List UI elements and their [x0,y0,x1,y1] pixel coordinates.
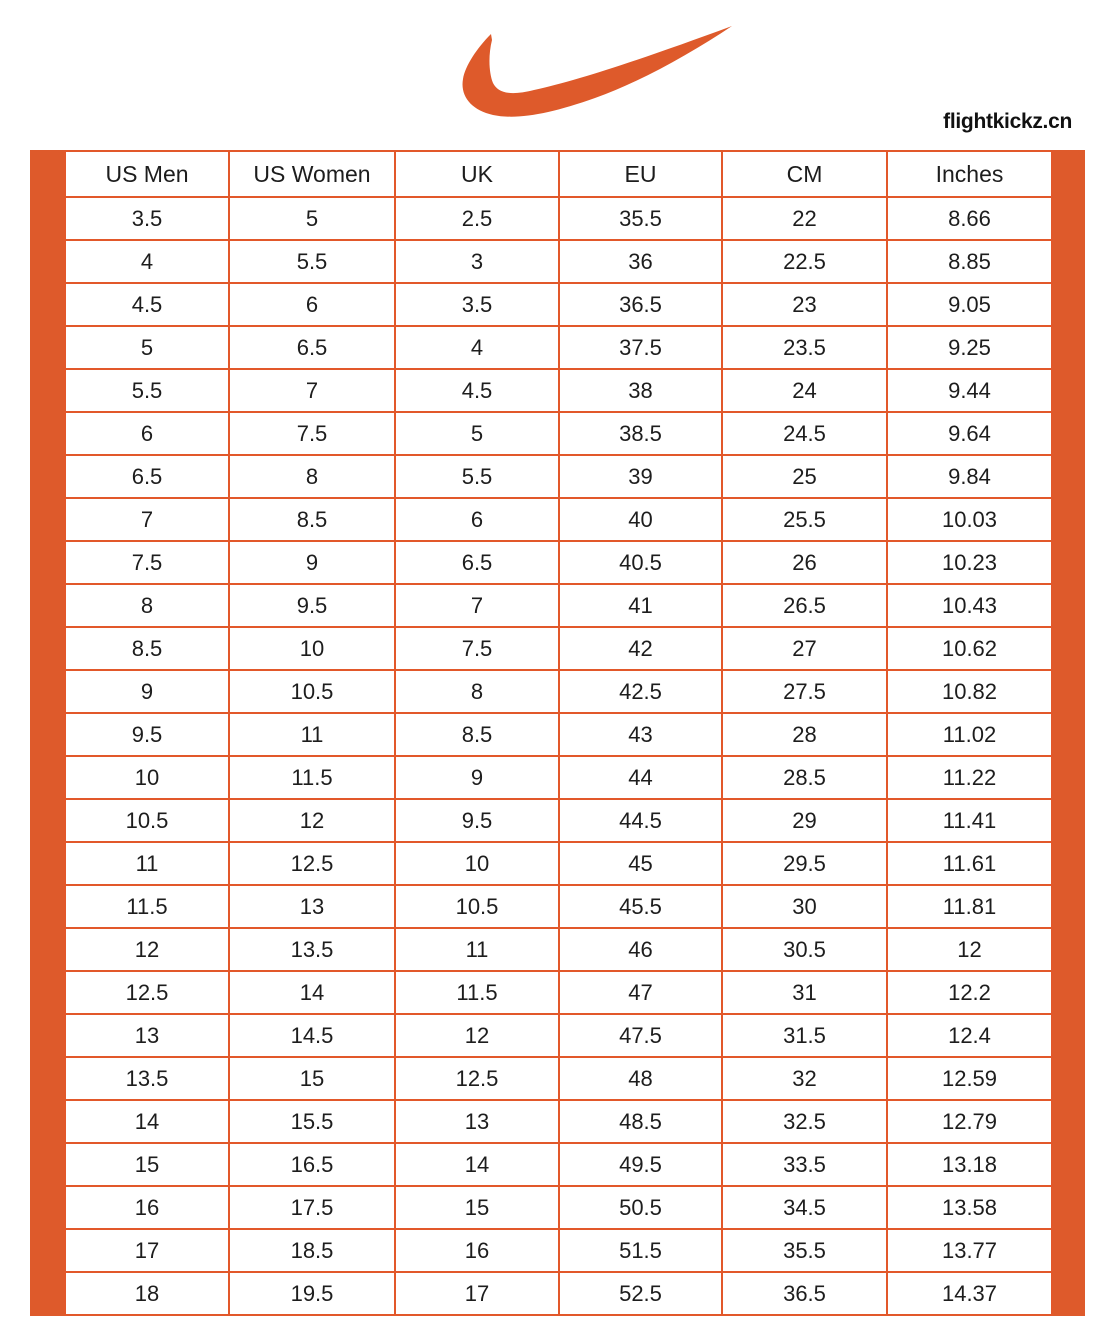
table-row [65,670,1052,713]
size-cell-eu: 42 [559,627,722,670]
size-cell-cm: 28 [722,713,887,756]
size-cell-us-men: 18 [65,1272,229,1315]
table-row [65,799,1052,842]
size-cell-us-men: 9 [65,670,229,713]
size-cell-inches: 9.64 [887,412,1052,455]
size-cell-eu: 46 [559,928,722,971]
size-cell-inches: 10.82 [887,670,1052,713]
size-cell-cm: 24 [722,369,887,412]
table-row [65,971,1052,1014]
size-cell-uk: 4 [395,326,559,369]
size-cell-cm: 34.5 [722,1186,887,1229]
size-cell-us-women: 13 [229,885,395,928]
size-cell-cm: 27.5 [722,670,887,713]
size-cell-us-women: 11.5 [229,756,395,799]
size-cell-inches: 12 [887,928,1052,971]
size-cell-eu: 48.5 [559,1100,722,1143]
size-cell-us-men: 10.5 [65,799,229,842]
site-watermark: flightkickz.cn [943,110,1072,133]
column-header-inches: Inches [887,151,1052,197]
table-row [65,1100,1052,1143]
size-cell-cm: 27 [722,627,887,670]
size-cell-cm: 25 [722,455,887,498]
size-cell-eu: 40 [559,498,722,541]
size-cell-us-women: 5 [229,197,395,240]
size-cell-uk: 6 [395,498,559,541]
size-cell-inches: 9.05 [887,283,1052,326]
size-cell-us-women: 8.5 [229,498,395,541]
size-cell-eu: 43 [559,713,722,756]
size-cell-inches: 11.81 [887,885,1052,928]
size-cell-cm: 32 [722,1057,887,1100]
size-table-header [65,151,1052,197]
size-cell-us-women: 12.5 [229,842,395,885]
size-cell-us-women: 11 [229,713,395,756]
size-cell-inches: 9.84 [887,455,1052,498]
size-cell-inches: 10.03 [887,498,1052,541]
size-cell-cm: 23.5 [722,326,887,369]
size-cell-eu: 40.5 [559,541,722,584]
table-row [65,885,1052,928]
table-row [65,1229,1052,1272]
column-header-us-men: US Men [65,151,229,197]
size-chart [30,150,1083,1316]
size-cell-uk: 16 [395,1229,559,1272]
size-cell-cm: 25.5 [722,498,887,541]
size-cell-inches: 11.02 [887,713,1052,756]
size-cell-cm: 33.5 [722,1143,887,1186]
size-cell-inches: 13.18 [887,1143,1052,1186]
size-cell-us-women: 15 [229,1057,395,1100]
size-cell-eu: 45.5 [559,885,722,928]
table-row [65,713,1052,756]
size-cell-cm: 24.5 [722,412,887,455]
size-cell-cm: 28.5 [722,756,887,799]
size-cell-us-men: 11 [65,842,229,885]
size-cell-inches: 12.59 [887,1057,1052,1100]
size-cell-eu: 44.5 [559,799,722,842]
size-cell-uk: 6.5 [395,541,559,584]
size-cell-inches: 11.61 [887,842,1052,885]
size-cell-inches: 13.77 [887,1229,1052,1272]
size-cell-eu: 47.5 [559,1014,722,1057]
size-cell-us-women: 9 [229,541,395,584]
size-cell-us-women: 15.5 [229,1100,395,1143]
size-cell-us-women: 7.5 [229,412,395,455]
table-row [65,541,1052,584]
size-cell-us-women: 14.5 [229,1014,395,1057]
column-header-cm: CM [722,151,887,197]
size-cell-us-men: 14 [65,1100,229,1143]
size-cell-uk: 10.5 [395,885,559,928]
size-cell-us-men: 5 [65,326,229,369]
size-cell-inches: 14.37 [887,1272,1052,1315]
size-cell-uk: 7 [395,584,559,627]
table-row [65,627,1052,670]
column-header-uk: UK [395,151,559,197]
table-row [65,283,1052,326]
size-cell-uk: 11 [395,928,559,971]
size-cell-us-men: 17 [65,1229,229,1272]
nike-swoosh-icon [455,26,732,121]
size-cell-us-men: 9.5 [65,713,229,756]
size-cell-inches: 13.58 [887,1186,1052,1229]
size-cell-cm: 23 [722,283,887,326]
size-cell-cm: 22.5 [722,240,887,283]
size-cell-cm: 29.5 [722,842,887,885]
size-cell-uk: 13 [395,1100,559,1143]
size-cell-cm: 22 [722,197,887,240]
size-cell-eu: 37.5 [559,326,722,369]
size-cell-eu: 52.5 [559,1272,722,1315]
size-cell-cm: 31 [722,971,887,1014]
size-cell-eu: 50.5 [559,1186,722,1229]
size-cell-uk: 12.5 [395,1057,559,1100]
size-cell-us-men: 13 [65,1014,229,1057]
size-cell-us-women: 8 [229,455,395,498]
table-row [65,1143,1052,1186]
size-cell-inches: 10.23 [887,541,1052,584]
size-cell-uk: 15 [395,1186,559,1229]
size-cell-eu: 42.5 [559,670,722,713]
size-cell-eu: 38 [559,369,722,412]
size-cell-eu: 48 [559,1057,722,1100]
table-row [65,1057,1052,1100]
size-cell-eu: 36.5 [559,283,722,326]
size-cell-uk: 10 [395,842,559,885]
size-cell-us-men: 10 [65,756,229,799]
table-row [65,1272,1052,1315]
size-cell-us-women: 9.5 [229,584,395,627]
size-cell-us-women: 18.5 [229,1229,395,1272]
size-cell-cm: 30 [722,885,887,928]
size-cell-cm: 36.5 [722,1272,887,1315]
size-cell-us-men: 5.5 [65,369,229,412]
size-cell-us-women: 13.5 [229,928,395,971]
size-cell-eu: 35.5 [559,197,722,240]
size-cell-us-men: 4.5 [65,283,229,326]
size-cell-uk: 8.5 [395,713,559,756]
size-cell-inches: 11.41 [887,799,1052,842]
right-accent-bar [1053,150,1085,1316]
size-cell-us-men: 3.5 [65,197,229,240]
size-cell-us-men: 11.5 [65,885,229,928]
size-cell-inches: 11.22 [887,756,1052,799]
size-cell-uk: 5.5 [395,455,559,498]
size-cell-us-women: 16.5 [229,1143,395,1186]
size-cell-us-women: 6 [229,283,395,326]
size-cell-uk: 4.5 [395,369,559,412]
size-cell-cm: 30.5 [722,928,887,971]
size-cell-uk: 17 [395,1272,559,1315]
size-cell-eu: 47 [559,971,722,1014]
size-cell-inches: 8.85 [887,240,1052,283]
size-cell-inches: 9.44 [887,369,1052,412]
table-row [65,240,1052,283]
size-cell-inches: 12.4 [887,1014,1052,1057]
size-cell-us-men: 4 [65,240,229,283]
size-cell-uk: 7.5 [395,627,559,670]
size-cell-us-men: 7.5 [65,541,229,584]
table-row [65,326,1052,369]
size-cell-us-men: 7 [65,498,229,541]
size-cell-inches: 10.62 [887,627,1052,670]
size-cell-eu: 39 [559,455,722,498]
size-cell-uk: 14 [395,1143,559,1186]
size-cell-uk: 2.5 [395,197,559,240]
size-cell-eu: 45 [559,842,722,885]
size-cell-us-women: 5.5 [229,240,395,283]
table-row [65,584,1052,627]
size-cell-eu: 49.5 [559,1143,722,1186]
size-cell-us-women: 7 [229,369,395,412]
size-cell-inches: 8.66 [887,197,1052,240]
table-row [65,412,1052,455]
column-header-eu: EU [559,151,722,197]
size-cell-us-women: 10.5 [229,670,395,713]
size-cell-us-women: 17.5 [229,1186,395,1229]
size-cell-uk: 3.5 [395,283,559,326]
size-cell-inches: 10.43 [887,584,1052,627]
size-cell-us-men: 8 [65,584,229,627]
size-cell-us-men: 6 [65,412,229,455]
size-cell-us-men: 13.5 [65,1057,229,1100]
table-row [65,842,1052,885]
size-cell-us-men: 12 [65,928,229,971]
table-row [65,1014,1052,1057]
table-row [65,928,1052,971]
size-cell-cm: 26 [722,541,887,584]
left-accent-bar [30,150,64,1316]
size-cell-us-women: 14 [229,971,395,1014]
size-cell-inches: 12.2 [887,971,1052,1014]
column-header-us-women: US Women [229,151,395,197]
size-cell-cm: 29 [722,799,887,842]
size-cell-uk: 11.5 [395,971,559,1014]
size-cell-cm: 32.5 [722,1100,887,1143]
size-cell-cm: 35.5 [722,1229,887,1272]
size-cell-inches: 12.79 [887,1100,1052,1143]
size-cell-inches: 9.25 [887,326,1052,369]
table-row [65,1186,1052,1229]
table-row [65,455,1052,498]
size-cell-eu: 41 [559,584,722,627]
size-cell-us-men: 12.5 [65,971,229,1014]
table-row [65,498,1052,541]
header-row [65,151,1052,197]
size-cell-us-women: 19.5 [229,1272,395,1315]
size-cell-cm: 26.5 [722,584,887,627]
size-cell-us-men: 8.5 [65,627,229,670]
size-cell-eu: 36 [559,240,722,283]
size-table-body [65,197,1052,1315]
size-cell-us-women: 10 [229,627,395,670]
size-cell-us-men: 16 [65,1186,229,1229]
size-cell-uk: 5 [395,412,559,455]
size-cell-cm: 31.5 [722,1014,887,1057]
table-row [65,369,1052,412]
size-cell-us-men: 6.5 [65,455,229,498]
size-cell-uk: 9 [395,756,559,799]
size-cell-eu: 44 [559,756,722,799]
size-cell-us-men: 15 [65,1143,229,1186]
size-cell-eu: 51.5 [559,1229,722,1272]
size-cell-uk: 12 [395,1014,559,1057]
size-chart-table [64,150,1053,1316]
size-cell-uk: 9.5 [395,799,559,842]
size-cell-us-women: 6.5 [229,326,395,369]
table-row [65,756,1052,799]
size-cell-uk: 3 [395,240,559,283]
table-row [65,197,1052,240]
size-cell-uk: 8 [395,670,559,713]
size-cell-eu: 38.5 [559,412,722,455]
size-cell-us-women: 12 [229,799,395,842]
